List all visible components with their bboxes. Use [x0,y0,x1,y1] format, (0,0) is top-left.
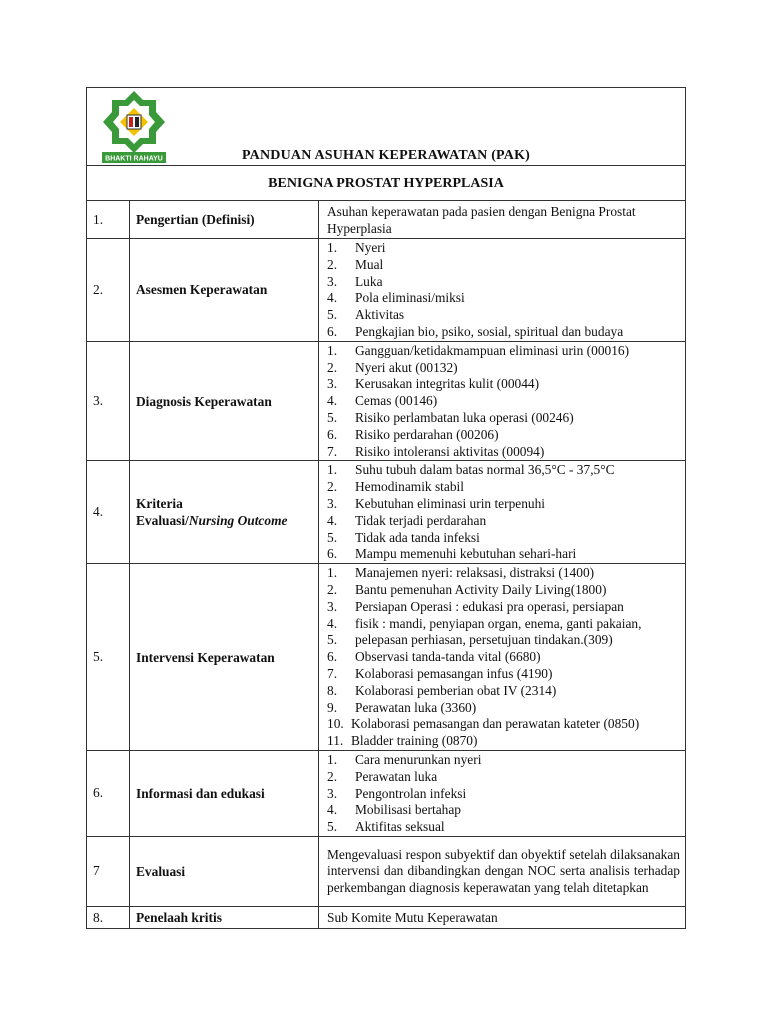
list-item [327,530,680,547]
list-item-text: Manajemen nyeri: relaksasi, distraksi (1400) [355,565,595,581]
row-number: 6. [87,750,130,836]
list-item [327,393,680,410]
list-item [327,427,680,444]
content-list [327,240,680,341]
list-item [327,444,680,461]
list-item-text: Perawatan luka (3360) [355,699,477,715]
list-item-number: 4. [327,290,338,306]
row-text: Asuhan keperawatan pada pasien dengan Benigna Prostat Hyperplasia [319,201,686,239]
list-item [327,683,680,700]
table-row [87,201,685,239]
list-item-text: Luka [355,273,383,289]
list-item-number: 7. [327,443,338,459]
row-label-italic: Nursing Outcome [188,513,288,529]
table-row [87,750,685,836]
list-item [327,479,680,496]
list-item-number: 3. [327,376,338,392]
list-item-number: 3. [327,598,338,614]
row-text: Sub Komite Mutu Keperawatan [319,906,686,928]
list-item [327,716,680,733]
list-item [327,786,680,803]
row-number: 1. [87,201,130,239]
row-text: Mengevaluasi respon subyektif dan obyektif setelah dilaksanakan intervensi dan dibandingkan dengan NOC serta analisis terhadap perkembangan diagnosis keperawatan yang telah ditetapkan [319,836,686,906]
logo-caption: BHAKTI RAHAYU [105,155,163,163]
list-item-text: Perawatan luka [355,768,438,784]
list-item-text: Pengkajian bio, psiko, sosial, spiritual dan budaya [355,323,624,339]
list-item-text: Nyeri akut (00132) [355,359,458,375]
list-item [327,290,680,307]
list-item-number: 4. [327,393,338,409]
list-item [327,802,680,819]
list-item [327,274,680,291]
list-item [327,376,680,393]
list-item-number: 2. [327,479,338,495]
list-item-number: 6. [327,426,338,442]
table-row [87,461,685,564]
list-item-number: 1. [327,462,338,478]
list-item-number: 5. [327,632,338,648]
list-item-text: Pola eliminasi/miksi [355,290,465,306]
list-item-number: 9. [327,699,338,715]
list-item-number: 2. [327,359,338,375]
list-item-number: 2. [327,256,338,272]
list-item [327,819,680,836]
row-label: Penelaah kritis [130,906,319,928]
list-item-number: 1. [327,240,338,255]
list-item [327,700,680,717]
document-frame [86,87,686,929]
list-item-text: Mampu memenuhi kebutuhan sehari-hari [355,546,577,562]
list-item-text: Nyeri [355,240,386,255]
row-number: 2. [87,239,130,342]
list-item-text: Risiko perdarahan (00206) [355,426,499,442]
row-label: Informasi dan edukasi [130,750,319,836]
list-item [327,307,680,324]
list-item [327,616,680,633]
list-item [327,462,680,479]
list-item-text: Mobilisasi bertahap [355,802,461,818]
table-row [87,906,685,928]
row-label: Diagnosis Keperawatan [130,341,319,461]
content-list [327,343,680,461]
list-item [327,496,680,513]
list-item-number: 3. [327,273,338,289]
list-item [327,733,680,750]
list-item [327,257,680,274]
list-item-text: Mual [355,256,384,272]
list-item-number: 4. [327,512,338,528]
table-row [87,836,685,906]
list-item [327,769,680,786]
list-item-number: 1. [327,565,338,581]
list-item [327,666,680,683]
guideline-table [87,200,685,928]
table-row [87,341,685,461]
row-label: Asesmen Keperawatan [130,239,319,342]
row-number: 4. [87,461,130,564]
row-number: 7 [87,836,130,906]
list-item-number: 2. [327,581,338,597]
list-item-number: 1. [327,751,338,767]
list-item [327,240,680,257]
document-title: PANDUAN ASUHAN KEPERAWATAN (PAK) [241,148,531,163]
list-item-number: 8. [327,682,338,698]
list-item-text: Gangguan/ketidakmampuan eliminasi urin (00016) [355,342,630,358]
list-item-text: Bladder training (0870) [351,733,478,749]
row-label: Evaluasi [130,836,319,906]
row-label: Intervensi Keperawatan [130,564,319,751]
list-item [327,343,680,360]
list-item-text: Cara menurunkan nyeri [355,751,482,767]
list-item-number: 1. [327,342,338,358]
list-item-text: Tidak ada tanda infeksi [355,529,480,545]
list-item [327,360,680,377]
table-row [87,239,685,342]
row-number: 8. [87,906,130,928]
document-subtitle: BENIGNA PROSTAT HYPERPLASIA [87,165,685,200]
list-item-number: 5. [327,409,338,425]
row-label-line: Evaluasi/ [136,513,189,529]
list-item-text: Cemas (00146) [355,393,438,409]
content-list [327,462,680,563]
list-item [327,565,680,582]
list-item-text: Kolaborasi pemberian obat IV (2314) [355,682,557,698]
list-item-text: Bantu pemenuhan Activity Daily Living(1800) [355,581,607,597]
list-item-number: 6. [327,546,338,562]
list-item-text: Hemodinamik stabil [355,479,464,495]
list-item-number: 11. [327,733,344,749]
list-item-number: 4. [327,615,338,631]
list-item-text: pelepasan perhiasan, persetujuan tindakan.(309) [355,632,613,648]
list-item-number: 3. [327,785,338,801]
list-item-number: 2. [327,768,338,784]
content-list [327,752,680,836]
list-item-text: Observasi tanda-tanda vital (6680) [355,649,541,665]
list-item-number: 6. [327,649,338,665]
list-item-text: Kebutuhan eliminasi urin terpenuhi [355,495,546,511]
list-item [327,324,680,341]
list-item-number: 5. [327,307,338,323]
list-item [327,599,680,616]
list-item [327,410,680,427]
table-row [87,564,685,751]
content-list [327,565,680,750]
row-label: Pengertian (Definisi) [130,201,319,239]
list-item-number: 3. [327,495,338,511]
list-item-text: Risiko intoleransi aktivitas (00094) [355,443,545,459]
list-item-number: 4. [327,802,338,818]
list-item [327,513,680,530]
list-item [327,632,680,649]
list-item-text: Aktifitas seksual [355,819,445,835]
list-item-text: Tidak terjadi perdarahan [355,512,487,528]
list-item-number: 5. [327,529,338,545]
row-number: 5. [87,564,130,751]
list-item-number: 6. [327,323,338,339]
list-item-text: Aktivitas [355,307,405,323]
list-item-text: Persiapan Operasi : edukasi pra operasi, persiapan [355,598,624,614]
list-item [327,546,680,563]
row-number: 3. [87,341,130,461]
list-item [327,649,680,666]
list-item [327,582,680,599]
document-header [87,88,685,165]
list-item-text: fisik : mandi, penyiapan organ, enema, ganti pakaian, [355,615,642,631]
row-label [130,461,319,564]
list-item-number: 5. [327,819,338,835]
list-item-text: Risiko perlambatan luka operasi (00246) [355,409,574,425]
list-item-number: 7. [327,665,338,681]
list-item-text: Kerusakan integritas kulit (00044) [355,376,540,392]
row-label-line: Kriteria [136,496,183,512]
list-item-text: Suhu tubuh dalam batas normal 36,5°C - 37,5°C [355,462,615,478]
list-item-number: 10. [327,716,344,732]
list-item-text: Kolaborasi pemasangan dan perawatan kateter (0850) [351,716,640,732]
list-item-text: Pengontrolan infeksi [355,785,467,801]
list-item-text: Kolaborasi pemasangan infus (4190) [355,665,553,681]
list-item [327,752,680,769]
